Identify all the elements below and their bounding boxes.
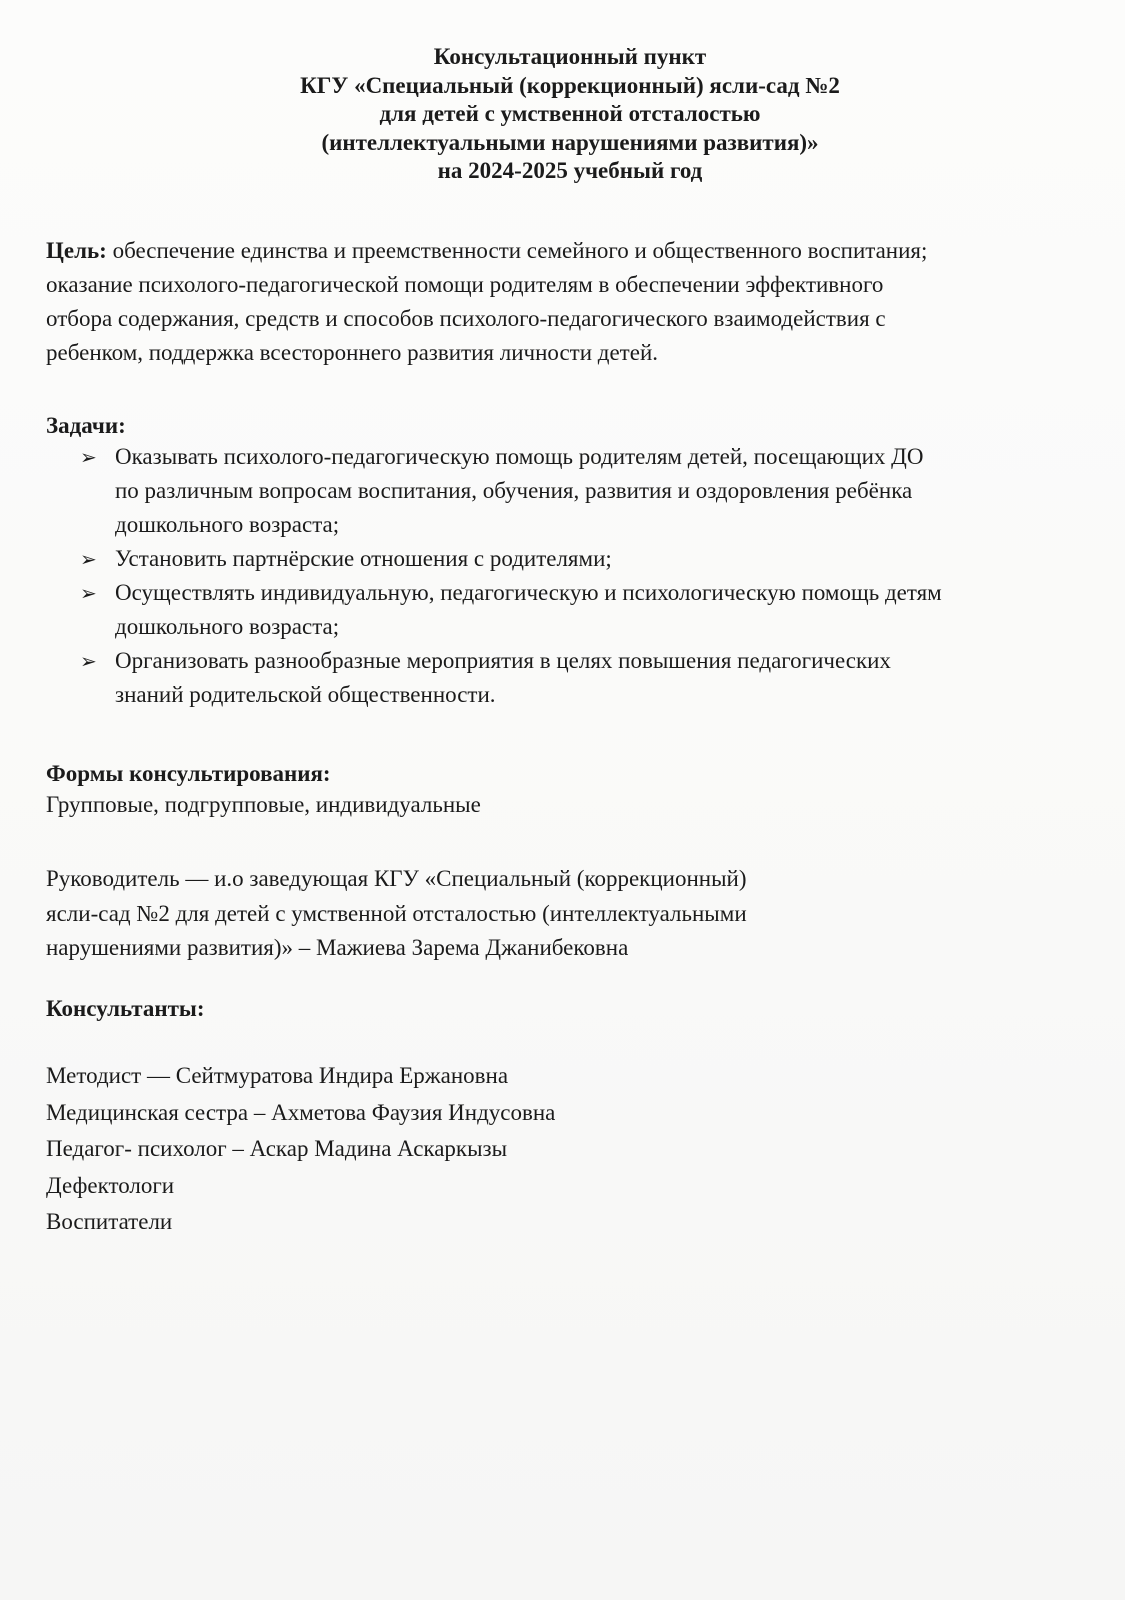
document-title [0,43,1125,186]
task-item [78,542,1098,576]
consultant-item: Воспитатели [46,1209,173,1234]
goal-line: ребенком, поддержка всестороннего развития личности детей. [46,340,659,365]
consultant-item: Педагог- психолог – Аскар Мадина Аскаркызы [46,1136,508,1161]
task-item [78,644,1098,712]
task-item [78,576,1098,644]
arrow-bullet-icon: ➢ [80,649,97,673]
consultant-item: Методист — Сейтмуратова Индира Ержановна [46,1063,509,1088]
task-line: по различным вопросам воспитания, обучения, развития и оздоровления ребёнка [115,478,913,503]
task-line: знаний родительской общественности. [115,682,496,707]
arrow-bullet-icon: ➢ [80,581,97,605]
leader-line: ясли-сад №2 для детей с умственной отсталостью (интеллектуальными [46,900,747,926]
goal-paragraph [46,234,1086,370]
consultant-item: Медицинская сестра – Ахметова Фаузия Индусовна [46,1099,556,1125]
leader-paragraph [46,862,747,966]
task-item [78,440,1098,542]
title-line: КГУ «Специальный (коррекционный) ясли-сад №2 [300,72,840,98]
tasks-list [78,440,1098,712]
title-line: для детей с умственной отсталостью [379,101,761,127]
consultants-list [46,1058,555,1241]
forms-heading: Формы консультирования: [46,761,331,786]
task-line: Установить партнёрские отношения с родителями; [115,546,612,571]
title-line: на 2024-2025 учебный год [437,158,703,184]
title-line: (интеллектуальными нарушениями развития)» [321,129,819,155]
forms-text: Групповые, подгрупповые, индивидуальные [46,792,481,817]
arrow-bullet-icon: ➢ [80,445,97,469]
task-line: Оказывать психолого-педагогическую помощь родителям детей, посещающих ДО [115,444,924,469]
task-line: Организовать разнообразные мероприятия в целях повышения педагогических [115,648,891,673]
arrow-bullet-icon: ➢ [80,547,97,571]
leader-line: нарушениями развития)» – Мажиева Зарема Джанибековна [46,935,629,960]
goal-line [46,234,1086,268]
goal-line: оказание психолого-педагогической помощи родителям в обеспечении эффективного [46,272,884,297]
task-line: дошкольного возраста; [115,512,340,537]
goal-line: отбора содержания, средств и способов психолого-педагогического взаимодействия с [46,306,886,331]
title-line: Консультационный пункт [433,44,707,69]
task-line: Осуществлять индивидуальную, педагогическую и психологическую помощь детям [115,580,942,605]
leader-line: Руководитель — и.о заведующая КГУ «Специальный (коррекционный) [46,866,747,891]
tasks-heading: Задачи: [46,413,126,438]
goal-text: обеспечение единства и преемственности семейного и общественного воспитания; [106,238,928,263]
consultant-item: Дефектологи [46,1172,175,1198]
task-line: дошкольного возраста; [115,614,340,639]
goal-label: Цель: [46,238,107,263]
consultants-heading: Консультанты: [46,996,205,1021]
